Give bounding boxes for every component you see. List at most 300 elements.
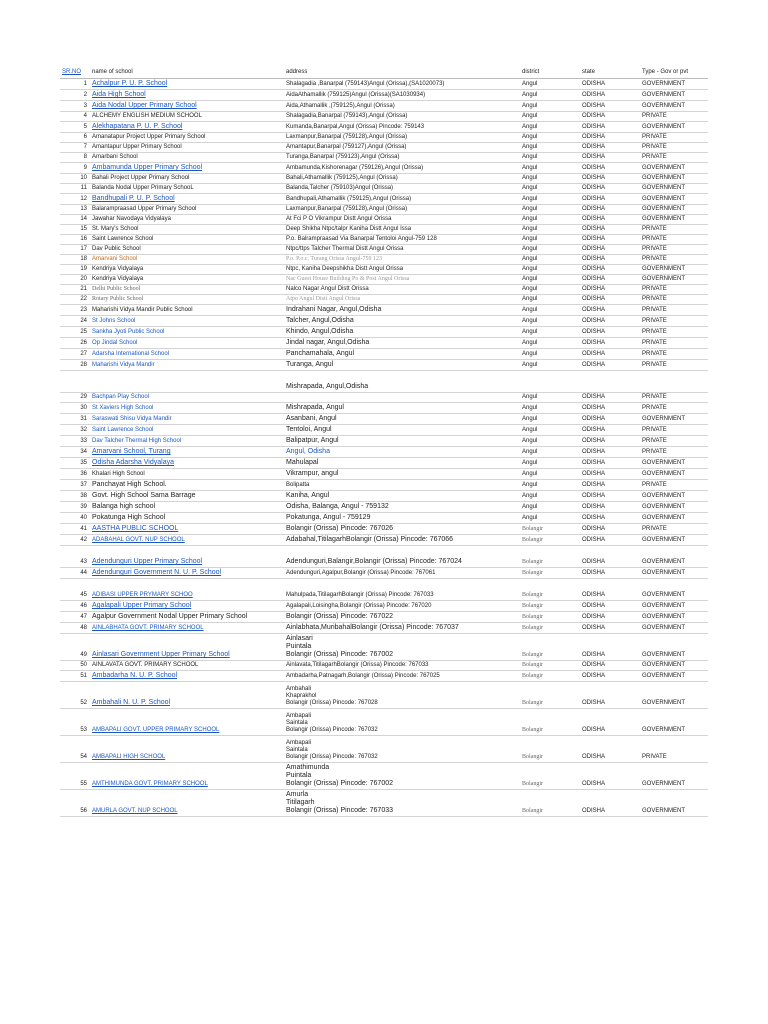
state: ODISHA bbox=[582, 175, 606, 181]
state-cell bbox=[580, 174, 640, 184]
type: GOVERNMENT bbox=[642, 515, 686, 521]
type-cell bbox=[640, 90, 708, 101]
sr-no-cell bbox=[60, 393, 90, 403]
district-cell bbox=[520, 163, 580, 174]
state: ODISHA bbox=[582, 537, 606, 543]
school-name-link[interactable]: Amarvani School, Turang bbox=[92, 448, 171, 455]
school-name-cell bbox=[90, 682, 284, 709]
state: ODISHA bbox=[582, 276, 606, 282]
type-cell bbox=[640, 265, 708, 275]
address-cell bbox=[284, 480, 520, 491]
type: GOVERNMENT bbox=[642, 603, 686, 609]
school-name-link[interactable]: Aida High School bbox=[92, 91, 146, 98]
state-cell bbox=[580, 133, 640, 143]
address: Amurla Titilagarh Bolangir (Orissa) Pincode: 767033 bbox=[286, 791, 394, 814]
type-cell bbox=[640, 790, 708, 817]
table-row bbox=[60, 612, 708, 623]
district-cell bbox=[520, 393, 580, 403]
state: ODISHA bbox=[582, 559, 606, 565]
district: Angul bbox=[522, 482, 538, 488]
table-row bbox=[60, 305, 708, 316]
district-cell bbox=[520, 763, 580, 790]
district: Angul bbox=[522, 449, 538, 455]
district: Angul bbox=[522, 165, 538, 171]
district-cell bbox=[520, 682, 580, 709]
district: Bolangir bbox=[522, 603, 543, 609]
school-name-link[interactable]: Adendunguri Government N. U. P. School bbox=[92, 569, 222, 576]
address-cell bbox=[284, 360, 520, 371]
state-cell bbox=[580, 671, 640, 682]
district: Angul bbox=[522, 81, 538, 87]
sr-no-cell bbox=[60, 184, 90, 194]
sr-no-link[interactable]: SR.NO bbox=[62, 69, 82, 75]
district: Angul bbox=[522, 416, 538, 422]
table-row bbox=[60, 205, 708, 215]
sr-no-cell bbox=[60, 235, 90, 245]
sr-no-cell bbox=[60, 338, 90, 349]
school-name-cell bbox=[90, 205, 284, 215]
state-cell bbox=[580, 535, 640, 546]
table-row bbox=[60, 122, 708, 133]
state: ODISHA bbox=[582, 416, 606, 422]
table-row bbox=[60, 458, 708, 469]
school-name: Balarampraasad Upper Primary School bbox=[92, 206, 197, 212]
address: Ainlabhata,MuribahalBolangir (Orissa) Pincode: 767037 bbox=[286, 624, 459, 631]
state-cell bbox=[580, 790, 640, 817]
state-cell bbox=[580, 90, 640, 101]
address-cell bbox=[284, 316, 520, 327]
school-name-cell bbox=[90, 184, 284, 194]
district-cell bbox=[520, 205, 580, 215]
state-cell bbox=[580, 546, 640, 568]
state-cell bbox=[580, 349, 640, 360]
address: Ainlasari Puintala Bolangir (Orissa) Pincode: 767002 bbox=[286, 635, 394, 658]
school-name: Kendriya Vidyalaya bbox=[92, 276, 144, 282]
sr-no: 41 bbox=[80, 526, 87, 532]
type: PRIVATE bbox=[642, 329, 667, 335]
table-row bbox=[60, 143, 708, 153]
district: Angul bbox=[522, 226, 538, 232]
district: Bolangir bbox=[522, 570, 543, 576]
school-name-link[interactable]: AMBAPALI GOVT. UPPER PRIMARY SCHOOL bbox=[92, 727, 220, 733]
address: Shalagadia ,Banarpal (759143)Angul (Orissa),(SA1020073) bbox=[286, 81, 445, 87]
address: Bandhupali,Athamallik (759125),Angul (Orissa) bbox=[286, 196, 412, 202]
school-name-link[interactable]: Ambadarha N. U. P. School bbox=[92, 672, 178, 679]
table-row bbox=[60, 265, 708, 275]
school-name-link[interactable]: Alekhapatana P. U. P. School bbox=[92, 123, 183, 130]
state-cell bbox=[580, 480, 640, 491]
address-cell bbox=[284, 502, 520, 513]
address: Adendunguri,Balangir,Bolangir (Orissa) Pincode: 767024 bbox=[286, 558, 462, 565]
sr-no: 48 bbox=[80, 625, 87, 631]
school-name: Maharishi Vidya Mandir bbox=[92, 362, 155, 368]
state: ODISHA bbox=[582, 236, 606, 242]
sr-no: 27 bbox=[80, 351, 87, 357]
district: Angul bbox=[522, 144, 538, 150]
state: ODISHA bbox=[582, 592, 606, 598]
type: GOVERNMENT bbox=[642, 625, 686, 631]
type-cell bbox=[640, 153, 708, 163]
district-cell bbox=[520, 184, 580, 194]
district: Angul bbox=[522, 236, 538, 242]
type: PRIVATE bbox=[642, 144, 667, 150]
state: ODISHA bbox=[582, 526, 606, 532]
type-cell bbox=[640, 568, 708, 579]
address-cell bbox=[284, 535, 520, 546]
school-name-link[interactable]: Bandhupali P. U. P. School bbox=[92, 195, 175, 202]
school-name: Saraswati Shisu Vidya Mandir bbox=[92, 416, 172, 422]
school-name-link[interactable]: Agalapali Upper Primary School bbox=[92, 602, 192, 609]
sr-no: 56 bbox=[80, 808, 87, 814]
type-cell bbox=[640, 255, 708, 265]
school-name-cell bbox=[90, 143, 284, 153]
district: Angul bbox=[522, 185, 538, 191]
sr-no-cell bbox=[60, 634, 90, 661]
type: GOVERNMENT bbox=[642, 216, 686, 222]
school-name: Khalari High School bbox=[92, 471, 145, 477]
type: GOVERNMENT bbox=[642, 673, 686, 679]
state-cell bbox=[580, 709, 640, 736]
sr-no: 3 bbox=[83, 103, 87, 109]
district-cell bbox=[520, 245, 580, 255]
state: ODISHA bbox=[582, 754, 606, 760]
type: PRIVATE bbox=[642, 113, 667, 119]
state-cell bbox=[580, 255, 640, 265]
district-cell bbox=[520, 327, 580, 338]
type: PRIVATE bbox=[642, 286, 667, 292]
state: ODISHA bbox=[582, 362, 606, 368]
table-row bbox=[60, 535, 708, 546]
sr-no: 54 bbox=[80, 754, 87, 760]
header-sr-no[interactable] bbox=[60, 68, 90, 79]
district: Bolangir bbox=[522, 727, 543, 733]
state: ODISHA bbox=[582, 438, 606, 444]
sr-no-cell bbox=[60, 425, 90, 436]
table-row bbox=[60, 194, 708, 205]
school-name-link[interactable]: AMURLA GOVT. NUP SCHOOL bbox=[92, 808, 178, 814]
type: GOVERNMENT bbox=[642, 266, 686, 272]
sr-no-cell bbox=[60, 447, 90, 458]
school-name-link[interactable]: AMTHIMUNDA GOVT. PRIMARY SCHOOL bbox=[92, 781, 208, 787]
sr-no-cell bbox=[60, 763, 90, 790]
sr-no-cell bbox=[60, 112, 90, 122]
sr-no: 35 bbox=[80, 460, 87, 466]
address: Deep Shikha Ntpc/talpr Kaniha Distt Angul Issa bbox=[286, 226, 412, 232]
district: Angul bbox=[522, 286, 538, 292]
type: PRIVATE bbox=[642, 340, 667, 346]
type-cell bbox=[640, 295, 708, 305]
address: P.o. Balrampraasad Via Banarpal Tentoloi Angul-759 128 bbox=[286, 236, 437, 242]
table-row bbox=[60, 568, 708, 579]
sr-no: 52 bbox=[80, 700, 87, 706]
address-cell bbox=[284, 612, 520, 623]
header-type: Type - Gov or pvt bbox=[640, 68, 708, 79]
table-row bbox=[60, 79, 708, 90]
type: PRIVATE bbox=[642, 438, 667, 444]
school-name-cell bbox=[90, 524, 284, 535]
sr-no-cell bbox=[60, 163, 90, 174]
school-name-link[interactable]: Ambamunda Upper Primary School bbox=[92, 164, 203, 171]
type-cell bbox=[640, 225, 708, 235]
type-cell bbox=[640, 194, 708, 205]
district-cell bbox=[520, 546, 580, 568]
school-name-link[interactable]: Adendunguri Upper Primary School bbox=[92, 558, 203, 565]
school-name-link[interactable]: ADABAHAL GOVT. NUP SCHOOL bbox=[92, 537, 185, 543]
school-name: Dav Public School bbox=[92, 246, 141, 252]
state: ODISHA bbox=[582, 81, 606, 87]
state: ODISHA bbox=[582, 266, 606, 272]
address-cell bbox=[284, 469, 520, 480]
address-cell bbox=[284, 255, 520, 265]
district: Bolangir bbox=[522, 808, 543, 814]
district-cell bbox=[520, 285, 580, 295]
state-cell bbox=[580, 458, 640, 469]
address: Turanga, Angul bbox=[286, 361, 334, 368]
address-cell bbox=[284, 101, 520, 112]
type: PRIVATE bbox=[642, 296, 667, 302]
state-cell bbox=[580, 623, 640, 634]
school-name-link[interactable]: Aida Nodal Upper Primary School bbox=[92, 102, 197, 109]
type: GOVERNMENT bbox=[642, 206, 686, 212]
table-row bbox=[60, 682, 708, 709]
sr-no-cell bbox=[60, 491, 90, 502]
state: ODISHA bbox=[582, 92, 606, 98]
sr-no: 16 bbox=[80, 236, 87, 242]
school-name-link[interactable]: Odisha Adarsha Vidyalaya bbox=[92, 459, 174, 466]
state: ODISHA bbox=[582, 482, 606, 488]
school-name-cell bbox=[90, 661, 284, 671]
district-cell bbox=[520, 709, 580, 736]
type: PRIVATE bbox=[642, 246, 667, 252]
sr-no: 29 bbox=[80, 394, 87, 400]
school-name: Govt. High School Sama Barrage bbox=[92, 492, 196, 499]
address: Ambadarha,Patnagarh,Bolangir (Orissa) Pincode: 767025 bbox=[286, 673, 440, 679]
address: Ntpc/ttps Talcher Thermal Distt Angul Orissa bbox=[286, 246, 404, 252]
school-name: ALCHEMY ENGLISH MEDIUM SCHOOL bbox=[92, 113, 202, 119]
district: Bolangir bbox=[522, 700, 543, 706]
school-name-cell bbox=[90, 436, 284, 447]
type: GOVERNMENT bbox=[642, 537, 686, 543]
address: Turanga,Banarpal (759123),Angul (Orissa) bbox=[286, 154, 400, 160]
sr-no: 8 bbox=[83, 154, 87, 160]
type-cell bbox=[640, 524, 708, 535]
school-name-link[interactable]: Ainlasari Government Upper Primary School bbox=[92, 651, 230, 658]
school-name: Sankha Jyoti Public School bbox=[92, 329, 165, 335]
school-name-link[interactable]: AMBAPALI HIGH SCHOOL bbox=[92, 754, 166, 760]
sr-no-cell bbox=[60, 295, 90, 305]
sr-no-cell bbox=[60, 215, 90, 225]
district-cell bbox=[520, 502, 580, 513]
state-cell bbox=[580, 491, 640, 502]
type: PRIVATE bbox=[642, 526, 667, 532]
sr-no: 37 bbox=[80, 482, 87, 488]
type-cell bbox=[640, 623, 708, 634]
type-cell bbox=[640, 403, 708, 414]
type-cell bbox=[640, 79, 708, 90]
district-cell bbox=[520, 225, 580, 235]
table-row bbox=[60, 425, 708, 436]
header-state: state bbox=[580, 68, 640, 79]
school-name-link[interactable]: Ambahali N. U. P. School bbox=[92, 699, 171, 706]
type: GOVERNMENT bbox=[642, 460, 686, 466]
sr-no: 26 bbox=[80, 340, 87, 346]
school-name-cell bbox=[90, 265, 284, 275]
address: Nalco Nagar Angul Distt Orissa bbox=[286, 286, 369, 292]
school-name-cell bbox=[90, 634, 284, 661]
state: ODISHA bbox=[582, 196, 606, 202]
address: Adendunguri,Agalpur,Bolangir (Orissa) Pincode: 767061 bbox=[286, 570, 436, 576]
header-name: name of school bbox=[90, 68, 284, 79]
district: Angul bbox=[522, 515, 538, 521]
sr-no: 49 bbox=[80, 652, 87, 658]
table-row bbox=[60, 579, 708, 601]
school-name-link[interactable]: AASTHA PUBLIC SCHOOL bbox=[92, 525, 179, 532]
state: ODISHA bbox=[582, 504, 606, 510]
state-cell bbox=[580, 612, 640, 623]
district-cell bbox=[520, 90, 580, 101]
type-cell bbox=[640, 414, 708, 425]
state: ODISHA bbox=[582, 329, 606, 335]
address: Shalagadia,Banarpal (759143),Angul (Orissa) bbox=[286, 113, 408, 119]
sr-no: 31 bbox=[80, 416, 87, 422]
type-cell bbox=[640, 535, 708, 546]
district-cell bbox=[520, 349, 580, 360]
sr-no-cell bbox=[60, 480, 90, 491]
school-name-cell bbox=[90, 133, 284, 143]
address: Bahali,Athamallik (759125),Angul (Orissa) bbox=[286, 175, 398, 181]
school-name-link[interactable]: AINLABHATA GOVT. PRIMARY SCHOOL bbox=[92, 625, 204, 631]
sr-no-cell bbox=[60, 469, 90, 480]
school-name-cell bbox=[90, 285, 284, 295]
district-cell bbox=[520, 403, 580, 414]
district: Angul bbox=[522, 340, 538, 346]
state-cell bbox=[580, 79, 640, 90]
sr-no: 34 bbox=[80, 449, 87, 455]
type-cell bbox=[640, 360, 708, 371]
address-cell bbox=[284, 491, 520, 502]
type: GOVERNMENT bbox=[642, 416, 686, 422]
district-cell bbox=[520, 612, 580, 623]
sr-no: 28 bbox=[80, 362, 87, 368]
type: GOVERNMENT bbox=[642, 559, 686, 565]
state-cell bbox=[580, 579, 640, 601]
district: Angul bbox=[522, 256, 538, 262]
type-cell bbox=[640, 736, 708, 763]
school-name: Amanatapur Project Upper Primary School bbox=[92, 134, 206, 140]
address-cell bbox=[284, 112, 520, 122]
table-row bbox=[60, 491, 708, 502]
sr-no: 44 bbox=[80, 570, 87, 576]
school-name-link[interactable]: ADIBASI UPPER PRYMARY SCHOO bbox=[92, 592, 193, 598]
district-cell bbox=[520, 265, 580, 275]
school-name-cell bbox=[90, 90, 284, 101]
sr-no-cell bbox=[60, 371, 90, 393]
sr-no-cell bbox=[60, 327, 90, 338]
district-cell bbox=[520, 535, 580, 546]
type-cell bbox=[640, 447, 708, 458]
table-row bbox=[60, 163, 708, 174]
type: PRIVATE bbox=[642, 351, 667, 357]
school-name: Op Jindal School bbox=[92, 340, 138, 346]
school-name-cell bbox=[90, 491, 284, 502]
district-cell bbox=[520, 194, 580, 205]
sr-no-cell bbox=[60, 568, 90, 579]
sr-no: 45 bbox=[80, 592, 87, 598]
address-cell bbox=[284, 393, 520, 403]
address-cell bbox=[284, 133, 520, 143]
address-cell bbox=[284, 327, 520, 338]
sr-no-cell bbox=[60, 205, 90, 215]
state: ODISHA bbox=[582, 673, 606, 679]
table-row bbox=[60, 403, 708, 414]
school-name: St Xaviers High School bbox=[92, 405, 154, 411]
sr-no: 36 bbox=[80, 471, 87, 477]
type: GOVERNMENT bbox=[642, 471, 686, 477]
address: Mahulapal bbox=[286, 459, 319, 466]
district-cell bbox=[520, 143, 580, 153]
type-cell bbox=[640, 601, 708, 612]
type-cell bbox=[640, 546, 708, 568]
sr-no-cell bbox=[60, 524, 90, 535]
school-name-cell bbox=[90, 469, 284, 480]
type-cell bbox=[640, 682, 708, 709]
school-name-cell bbox=[90, 403, 284, 414]
sr-no: 22 bbox=[80, 296, 87, 302]
state-cell bbox=[580, 371, 640, 393]
address: Balipatpur, Angul bbox=[286, 437, 339, 444]
state-cell bbox=[580, 414, 640, 425]
address: Bolangir (Orissa) Pincode: 767022 bbox=[286, 613, 394, 620]
district: Angul bbox=[522, 196, 538, 202]
sr-no-cell bbox=[60, 414, 90, 425]
address-cell bbox=[284, 763, 520, 790]
school-name-cell bbox=[90, 305, 284, 316]
school-name-cell bbox=[90, 458, 284, 469]
school-name-cell bbox=[90, 371, 284, 393]
school-name: Amantapur Upper Primary School bbox=[92, 144, 182, 150]
sr-no-cell bbox=[60, 623, 90, 634]
type: GOVERNMENT bbox=[642, 165, 686, 171]
header-address: address bbox=[284, 68, 520, 79]
district: Angul bbox=[522, 266, 538, 272]
state-cell bbox=[580, 661, 640, 671]
table-row bbox=[60, 235, 708, 245]
school-name: Balanga high school bbox=[92, 503, 156, 510]
table-row bbox=[60, 671, 708, 682]
state-cell bbox=[580, 194, 640, 205]
school-name-cell bbox=[90, 275, 284, 285]
type: GOVERNMENT bbox=[642, 700, 686, 706]
district-cell bbox=[520, 275, 580, 285]
table-row bbox=[60, 601, 708, 612]
address-cell bbox=[284, 153, 520, 163]
sr-no-cell bbox=[60, 546, 90, 568]
school-name: Pokatunga High School bbox=[92, 514, 166, 521]
address: Ambapali Saintala Bolangir (Orissa) Pincode: 767032 bbox=[286, 713, 378, 733]
address-cell bbox=[284, 143, 520, 153]
type-cell bbox=[640, 285, 708, 295]
school-name-cell bbox=[90, 174, 284, 184]
type-cell bbox=[640, 502, 708, 513]
sr-no: 13 bbox=[80, 206, 87, 212]
school-name-link[interactable]: Achalpur P. U. P. School bbox=[92, 80, 168, 87]
address: P.o. P.o.c. Turang Orissa Angul-759 123 bbox=[286, 256, 383, 262]
sr-no: 39 bbox=[80, 504, 87, 510]
table-row bbox=[60, 255, 708, 265]
sr-no-cell bbox=[60, 513, 90, 524]
sr-no: 2 bbox=[83, 92, 87, 98]
sr-no: 9 bbox=[83, 165, 87, 171]
